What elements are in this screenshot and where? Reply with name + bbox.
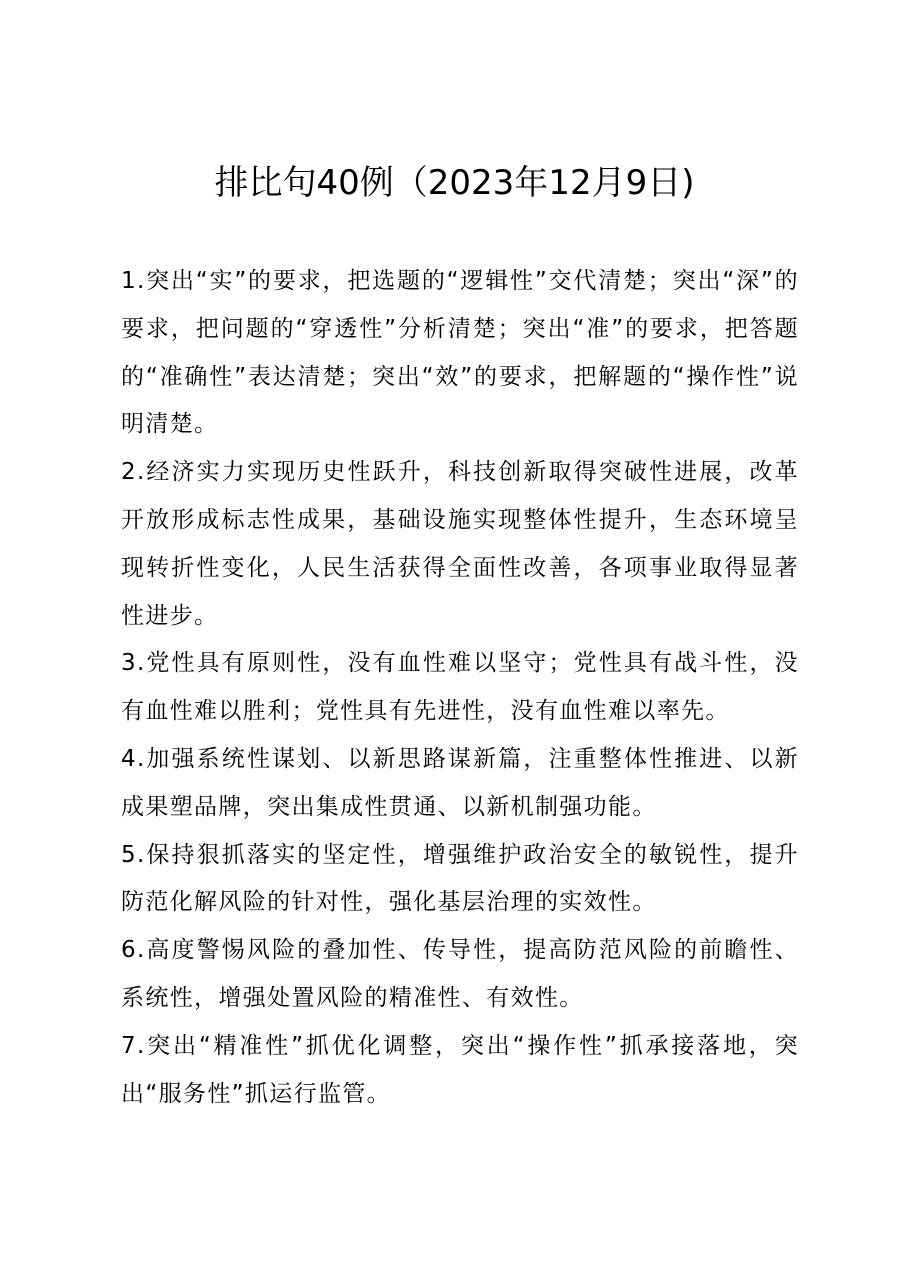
paragraph-6: 6.高度警惕风险的叠加性、传导性，提高防范风险的前瞻性、系统性，增强处置风险的精准性、有效性。 xyxy=(121,937,799,1011)
document-title: 排比句40例（2023年12月9日) xyxy=(214,163,695,203)
paragraph-5: 5.保持狠抓落实的坚定性，增强维护政治安全的敏锐性，提升防范化解风险的针对性，强化基层治理的实效性。 xyxy=(121,841,799,916)
paragraph-3: 3.党性具有原则性，没有血性难以坚守；党性具有战斗性，没有血性难以胜利；党性具有先进性，没有血性难以率先。 xyxy=(121,650,799,725)
paragraph-7: 7.突出“精准性”抓优化调整，突出“操作性”抓承接落地，突出“服务性”抓运行监管。 xyxy=(121,1032,799,1107)
paragraph-1: 1.突出“实”的要求，把选题的“逻辑性”交代清楚；突出“深”的要求，把问题的“穿透性”分析清楚；突出“准”的要求，把答题的“准确性”表达清楚；突出“效”的要求，把解题的“操作性”说明清楚。 xyxy=(121,268,799,438)
paragraph-4: 4.加强系统性谋划、以新思路谋新篇，注重整体性推进、以新成果塑品牌，突出集成性贯通、以新机制强功能。 xyxy=(121,745,799,820)
document-body xyxy=(121,258,799,1118)
paragraph-2: 2.经济实力实现历史性跃升，科技创新取得突破性进展，改革开放形成标志性成果，基础设施实现整体性提升，生态环境呈现转折性变化，人民生活获得全面性改善，各项事业取得显著性进步。 xyxy=(121,459,799,629)
